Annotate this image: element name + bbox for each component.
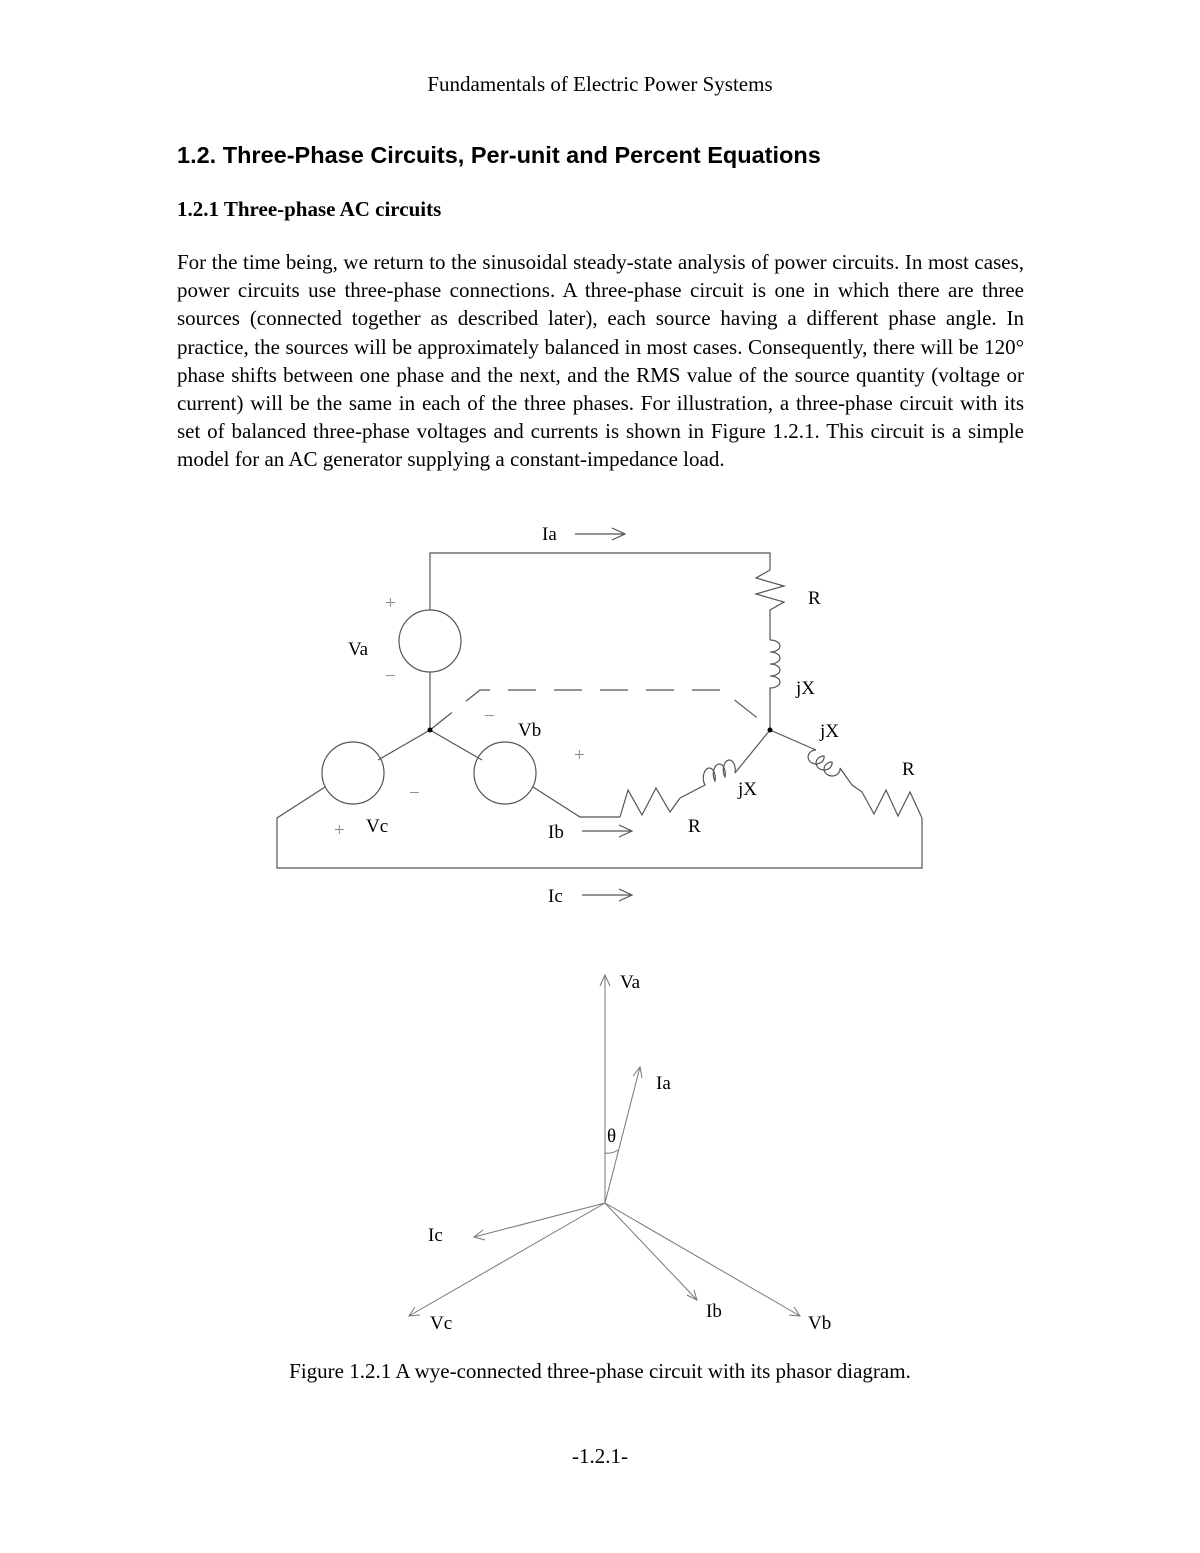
phasor-vc — [409, 1203, 605, 1316]
load-neutral-node — [768, 728, 773, 733]
resistor-a — [756, 570, 784, 640]
phasor-label-ib: Ib — [706, 1301, 722, 1322]
angle-arc — [605, 1150, 618, 1153]
arrow-ib — [582, 825, 632, 837]
minus-b: − — [484, 706, 495, 727]
figure-caption: Figure 1.2.1 A wye-connected three-phase circuit with its phasor diagram. — [289, 1359, 911, 1383]
phasor-ib — [605, 1203, 697, 1300]
label-r-a: R — [808, 588, 821, 609]
label-va: Va — [348, 639, 369, 660]
label-ib: Ib — [548, 822, 564, 843]
phasor-va — [600, 975, 610, 1203]
subsection-title: 1.2.1 Three-phase AC circuits — [177, 197, 442, 221]
inductor-a — [770, 640, 780, 730]
label-ic: Ic — [548, 886, 563, 907]
resistor-c — [852, 785, 922, 818]
source-a-circle — [399, 610, 461, 672]
plus-c: + — [334, 820, 345, 841]
arrow-ic — [582, 889, 632, 901]
source-neutral-node — [428, 728, 433, 733]
label-jx-a: jX — [796, 678, 815, 699]
running-header: Fundamentals of Electric Power Systems — [427, 72, 773, 96]
phasor-label-theta: θ — [607, 1126, 617, 1147]
section-title: 1.2. Three-Phase Circuits, Per-unit and Percent Equations — [177, 142, 821, 168]
plus-a: + — [385, 593, 396, 614]
circuit-diagram — [0, 510, 1200, 910]
label-jx-c: jX — [820, 721, 839, 742]
wire-a — [430, 553, 770, 610]
source-c-circle — [322, 742, 384, 804]
wire-b-to-neutral — [430, 730, 482, 760]
wire-b — [533, 787, 620, 817]
neutral-dashed-line — [430, 690, 770, 730]
label-vc: Vc — [366, 816, 389, 837]
phasor-ic — [474, 1203, 605, 1240]
phasor-label-va: Va — [620, 972, 641, 993]
page-number: -1.2.1- — [572, 1444, 628, 1468]
label-r-c: R — [902, 759, 915, 780]
phasor-label-ia: Ia — [656, 1073, 671, 1094]
body-paragraph: For the time being, we return to the sinusoidal steady-state analysis of power circuits. In most cases, power circuits use three-phase connections. A three-phase circuit is one in which there are three sources (connected together as described later), each source having a different phase angle. In practice, the sources will be approximately balanced in most cases. Consequently, there will be 120° phase shifts between one phase and the next, and the RMS value of the source quantity (voltage or current) will be the same in each of the three phases. For illustration, a three-phase circuit with its set of balanced three-phase voltages and currents is shown in Figure 1.2.1. This circuit is a simple model for an AC generator supplying a constant-impedance load. — [177, 250, 1024, 472]
phasor-vb — [605, 1203, 800, 1316]
phasor-label-vc: Vc — [430, 1313, 453, 1334]
phasor-label-vb: Vb — [808, 1313, 832, 1334]
label-vb: Vb — [518, 720, 542, 741]
label-ia: Ia — [542, 524, 557, 545]
resistor-b — [620, 788, 680, 817]
inductor-c — [770, 730, 852, 785]
arrow-ia — [575, 528, 625, 540]
label-jx-b: jX — [738, 779, 757, 800]
label-r-b: R — [688, 816, 701, 837]
minus-c: − — [409, 783, 420, 804]
wire-c-to-neutral — [378, 730, 430, 760]
minus-a: − — [385, 666, 396, 687]
phasor-diagram — [0, 950, 1200, 1350]
plus-b: + — [574, 745, 585, 766]
source-b-circle — [474, 742, 536, 804]
phasor-label-ic: Ic — [428, 1225, 443, 1246]
